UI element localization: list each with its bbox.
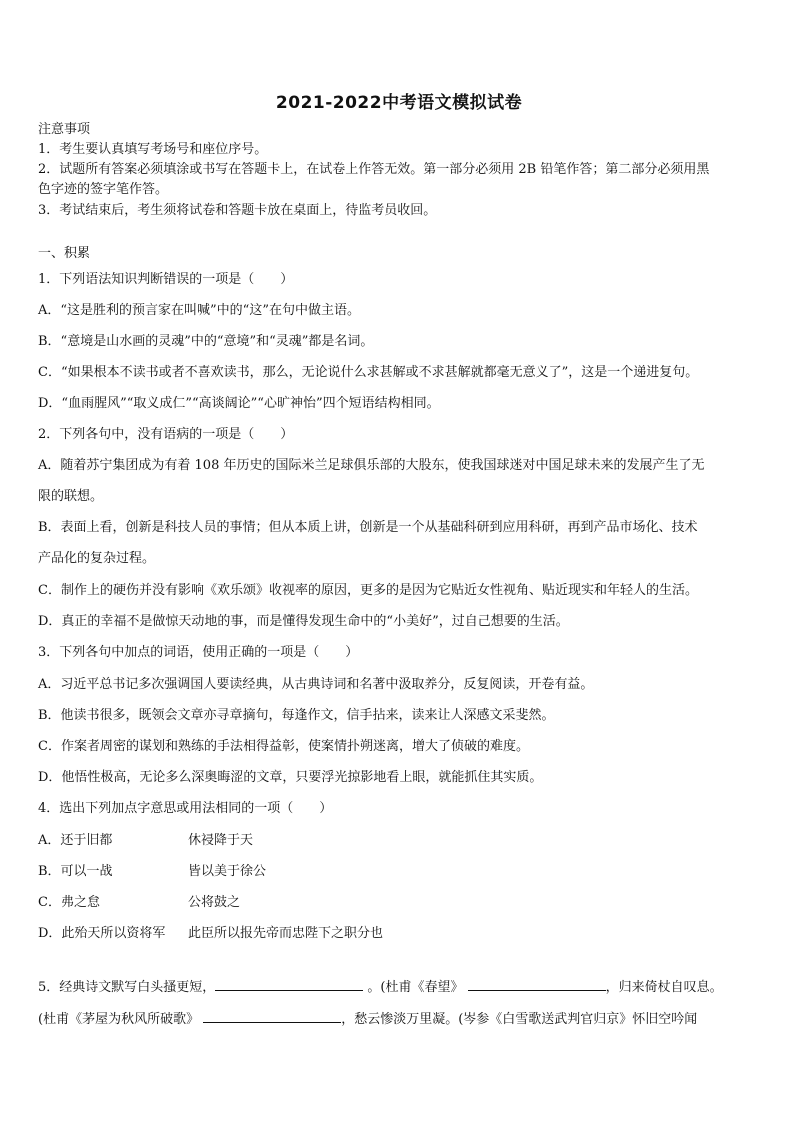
question-text: ，愁云惨淡万里凝。(岑参《白雪歌送武判官归京》怀旧空吟闻: [341, 1012, 698, 1027]
answer-blank[interactable]: [215, 976, 363, 991]
option-a: A．随着苏宁集团成为有着 108 年历史的国际米兰足球俱乐部的大股东，使我国球迷对中国足球未来的发展产生了无: [38, 458, 705, 473]
question-text: ，归来倚杖自叹息。: [605, 980, 723, 995]
option-left: A．还于旧都: [38, 833, 113, 848]
option-b: [38, 862, 760, 882]
notice-item: 2．试题所有答案必须填涂或书写在答题卡上，在试卷上作答无效。第一部分必须用 2B 铅笔作答；第二部分必须用黑: [38, 162, 710, 177]
option-b-continued: 产品化的复杂过程。: [38, 551, 156, 566]
notice-heading: 注意事项: [38, 122, 91, 137]
question-5-line-2: [38, 1008, 697, 1030]
question-text: (杜甫《茅屋为秋风所破歌》: [38, 1012, 200, 1027]
option-left: C．弗之怠: [38, 895, 100, 910]
option-d: D．“血雨腥风”“取义成仁”“高谈阔论”“心旷神怡”四个短语结构相同。: [38, 396, 440, 411]
option-a: A．“这是胜利的预言家在叫喊”中的“这”在句中做主语。: [38, 303, 360, 318]
question-text: 。(杜甫《春望》: [367, 980, 464, 995]
option-d: D．真正的幸福不是做惊天动地的事，而是懂得发现生命中的“小美好”，过自己想要的生活。: [38, 614, 569, 629]
notice-item: 3．考试结束后，考生须将试卷和答题卡放在桌面上，待监考员收回。: [38, 203, 437, 218]
option-right: 休祲降于天: [188, 833, 254, 848]
option-b: B．表面上看，创新是科技人员的事情；但从本质上讲，创新是一个从基础科研到应用科研，再到产品市场化、技术: [38, 520, 698, 535]
option-c: C．“如果根本不读书或者不喜欢读书，那么，无论说什么求甚解或不求甚解就都毫无意义了”，这是一个递进复句。: [38, 365, 699, 380]
option-right: 公将鼓之: [188, 895, 241, 910]
option-right: 此臣所以报先帝而忠陛下之职分也: [188, 926, 384, 941]
question-stem: 2．下列各句中，没有语病的一项是（ ）: [38, 427, 294, 442]
option-right: 皆以美于徐公: [188, 864, 267, 879]
answer-blank[interactable]: [203, 1008, 341, 1023]
option-d: [38, 924, 760, 944]
option-left: D．此殆天所以资将军: [38, 926, 166, 941]
question-stem: 4．选出下列加点字意思或用法相同的一项（ ）: [38, 801, 333, 816]
exam-title: 2021-2022中考语文模拟试卷: [275, 93, 523, 113]
question-5-line-1: [38, 976, 723, 998]
answer-blank[interactable]: [468, 976, 606, 991]
option-b: B．“意境是山水画的灵魂”中的“意境”和“灵魂”都是名词。: [38, 334, 374, 349]
option-a-continued: 限的联想。: [38, 489, 104, 504]
option-d: D．他悟性极高，无论多么深奥晦涩的文章，只要浮光掠影地看上眼，就能抓住其实质。: [38, 770, 543, 785]
option-left: B．可以一战: [38, 864, 113, 879]
option-c: [38, 893, 760, 913]
option-a: [38, 831, 760, 851]
option-b: B．他读书很多，既领会文章亦寻章摘句，每逢作文，信手拈来，读来让人深感文采斐然。: [38, 708, 555, 723]
question-stem: 1．下列语法知识判断错误的一项是（ ）: [38, 272, 294, 287]
notice-item: 1．考生要认真填写考场号和座位序号。: [38, 142, 268, 157]
section-heading: 一、积累: [38, 246, 91, 261]
option-a: A．习近平总书记多次强调国人要读经典，从古典诗词和名著中汲取养分，反复阅读，开卷有益。: [38, 677, 594, 692]
notice-item: 色字迹的签字笔作答。: [38, 182, 169, 197]
question-text: 5．经典诗文默写白头搔更短，: [38, 980, 216, 995]
question-stem: 3．下列各句中加点的词语，使用正确的一项是（ ）: [38, 645, 359, 660]
option-c: C．制作上的硬伤并没有影响《欢乐颂》收视率的原因，更多的是因为它贴近女性视角、贴近现实和年轻人的生活。: [38, 583, 698, 598]
option-c: C．作案者周密的谋划和熟练的手法相得益彰，使案情扑朔迷离，增大了侦破的难度。: [38, 739, 529, 754]
